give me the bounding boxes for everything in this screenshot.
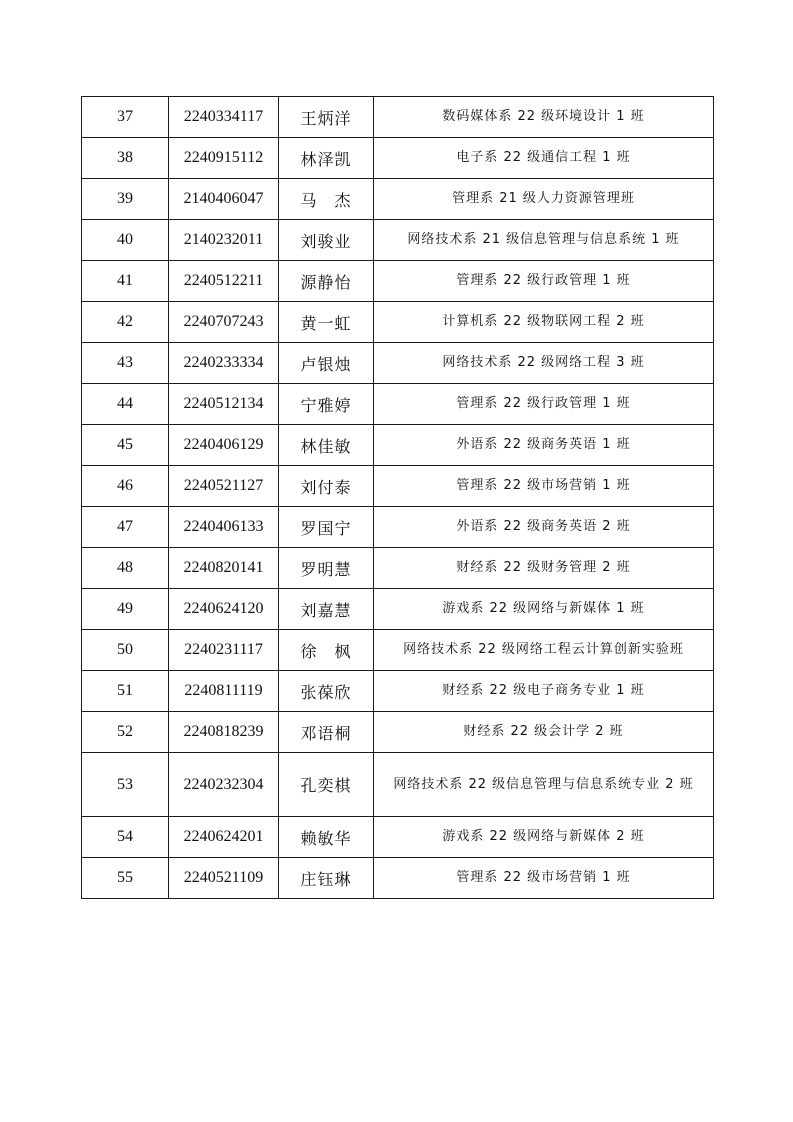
table-row xyxy=(82,261,714,302)
class-cell: 管理系 22 级市场营销 1 班 xyxy=(374,858,714,899)
student-id-cell: 2240512211 xyxy=(169,261,279,302)
table-row xyxy=(82,712,714,753)
row-number-cell: 52 xyxy=(82,712,169,753)
student-name-cell: 徐 枫 xyxy=(279,630,374,671)
student-name-cell: 孔奕棋 xyxy=(279,753,374,817)
class-cell: 游戏系 22 级网络与新媒体 1 班 xyxy=(374,589,714,630)
student-id-cell: 2240232304 xyxy=(169,753,279,817)
table-row xyxy=(82,817,714,858)
row-number-cell: 42 xyxy=(82,302,169,343)
student-id-cell: 2240915112 xyxy=(169,138,279,179)
table-row xyxy=(82,425,714,466)
row-number-cell: 40 xyxy=(82,220,169,261)
row-number-cell: 49 xyxy=(82,589,169,630)
row-number-cell: 54 xyxy=(82,817,169,858)
table-row xyxy=(82,302,714,343)
table-row xyxy=(82,548,714,589)
student-id-cell: 2240820141 xyxy=(169,548,279,589)
class-cell: 管理系 21 级人力资源管理班 xyxy=(374,179,714,220)
table-row xyxy=(82,466,714,507)
row-number-cell: 43 xyxy=(82,343,169,384)
student-id-cell: 2240707243 xyxy=(169,302,279,343)
student-id-cell: 2140232011 xyxy=(169,220,279,261)
row-number-cell: 45 xyxy=(82,425,169,466)
student-roster-table xyxy=(81,96,714,899)
student-name-cell: 卢银烛 xyxy=(279,343,374,384)
row-number-cell: 37 xyxy=(82,97,169,138)
table-row xyxy=(82,858,714,899)
student-id-cell: 2240512134 xyxy=(169,384,279,425)
student-name-cell: 邓语桐 xyxy=(279,712,374,753)
student-id-cell: 2240233334 xyxy=(169,343,279,384)
row-number-cell: 51 xyxy=(82,671,169,712)
student-name-cell: 赖敏华 xyxy=(279,817,374,858)
table-row xyxy=(82,507,714,548)
student-id-cell: 2240231117 xyxy=(169,630,279,671)
table-row xyxy=(82,589,714,630)
row-number-cell: 44 xyxy=(82,384,169,425)
class-cell: 网络技术系 21 级信息管理与信息系统 1 班 xyxy=(374,220,714,261)
class-cell: 管理系 22 级市场营销 1 班 xyxy=(374,466,714,507)
student-name-cell: 罗明慧 xyxy=(279,548,374,589)
student-name-cell: 庄钰琳 xyxy=(279,858,374,899)
table-row xyxy=(82,384,714,425)
student-id-cell: 2240334117 xyxy=(169,97,279,138)
student-id-cell: 2240818239 xyxy=(169,712,279,753)
table-row xyxy=(82,343,714,384)
roster-body xyxy=(82,97,714,899)
row-number-cell: 55 xyxy=(82,858,169,899)
row-number-cell: 39 xyxy=(82,179,169,220)
table-row xyxy=(82,671,714,712)
student-name-cell: 张葆欣 xyxy=(279,671,374,712)
table-row xyxy=(82,97,714,138)
student-name-cell: 王炳洋 xyxy=(279,97,374,138)
class-cell: 管理系 22 级行政管理 1 班 xyxy=(374,384,714,425)
table-row xyxy=(82,220,714,261)
student-id-cell: 2140406047 xyxy=(169,179,279,220)
student-id-cell: 2240811119 xyxy=(169,671,279,712)
row-number-cell: 41 xyxy=(82,261,169,302)
row-number-cell: 48 xyxy=(82,548,169,589)
student-name-cell: 林泽凯 xyxy=(279,138,374,179)
table-row xyxy=(82,630,714,671)
row-number-cell: 47 xyxy=(82,507,169,548)
class-cell: 财经系 22 级会计学 2 班 xyxy=(374,712,714,753)
class-cell: 网络技术系 22 级网络工程云计算创新实验班 xyxy=(374,630,714,671)
class-cell: 网络技术系 22 级信息管理与信息系统专业 2 班 xyxy=(374,753,714,817)
student-name-cell: 罗国宁 xyxy=(279,507,374,548)
table-row xyxy=(82,138,714,179)
row-number-cell: 46 xyxy=(82,466,169,507)
class-cell: 网络技术系 22 级网络工程 3 班 xyxy=(374,343,714,384)
class-cell: 管理系 22 级行政管理 1 班 xyxy=(374,261,714,302)
student-id-cell: 2240624120 xyxy=(169,589,279,630)
student-id-cell: 2240624201 xyxy=(169,817,279,858)
student-id-cell: 2240406129 xyxy=(169,425,279,466)
student-name-cell: 林佳敏 xyxy=(279,425,374,466)
table-row xyxy=(82,179,714,220)
student-id-cell: 2240406133 xyxy=(169,507,279,548)
student-name-cell: 源静怡 xyxy=(279,261,374,302)
class-cell: 外语系 22 级商务英语 2 班 xyxy=(374,507,714,548)
student-name-cell: 黄一虹 xyxy=(279,302,374,343)
student-name-cell: 刘嘉慧 xyxy=(279,589,374,630)
table-row xyxy=(82,753,714,817)
student-name-cell: 刘骏业 xyxy=(279,220,374,261)
student-id-cell: 2240521127 xyxy=(169,466,279,507)
class-cell: 外语系 22 级商务英语 1 班 xyxy=(374,425,714,466)
class-cell: 计算机系 22 级物联网工程 2 班 xyxy=(374,302,714,343)
row-number-cell: 53 xyxy=(82,753,169,817)
class-cell: 游戏系 22 级网络与新媒体 2 班 xyxy=(374,817,714,858)
student-name-cell: 宁雅婷 xyxy=(279,384,374,425)
class-cell: 财经系 22 级电子商务专业 1 班 xyxy=(374,671,714,712)
row-number-cell: 38 xyxy=(82,138,169,179)
row-number-cell: 50 xyxy=(82,630,169,671)
student-name-cell: 刘付泰 xyxy=(279,466,374,507)
class-cell: 电子系 22 级通信工程 1 班 xyxy=(374,138,714,179)
student-name-cell: 马 杰 xyxy=(279,179,374,220)
class-cell: 财经系 22 级财务管理 2 班 xyxy=(374,548,714,589)
student-id-cell: 2240521109 xyxy=(169,858,279,899)
class-cell: 数码媒体系 22 级环境设计 1 班 xyxy=(374,97,714,138)
